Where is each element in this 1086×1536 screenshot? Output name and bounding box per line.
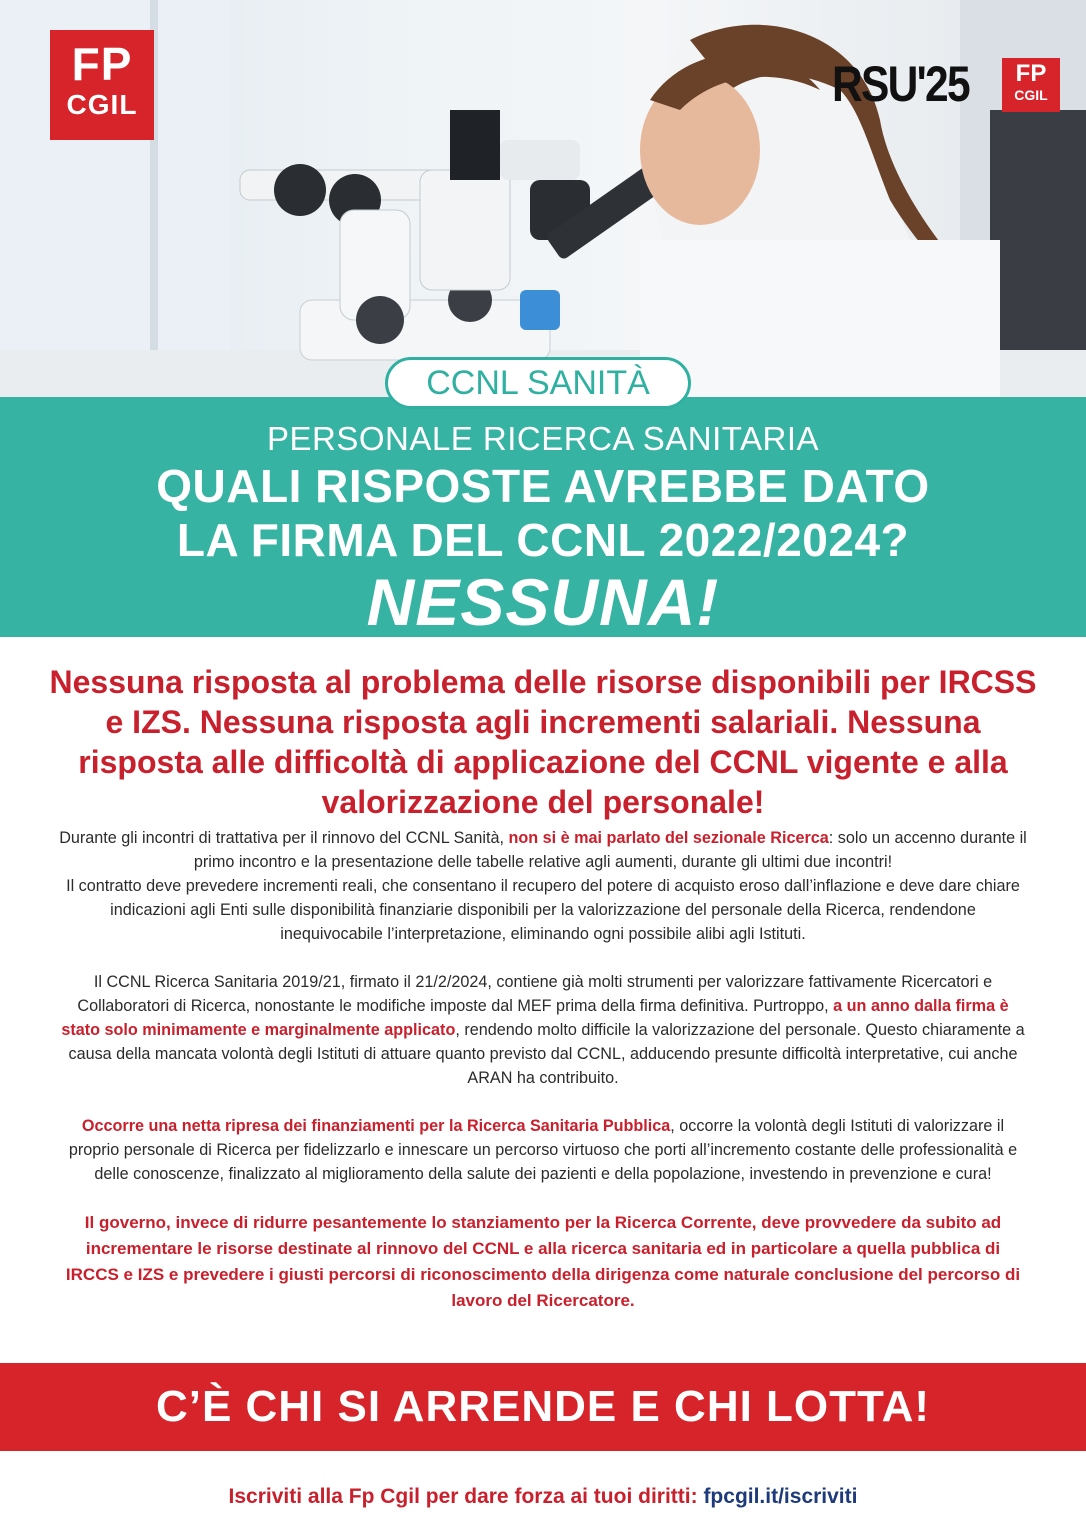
p1-text-c: Il contratto deve prevedere incrementi reali, che consentano il recupero del potere di acquisto eroso dall’inflazione e deve dare chiare indicazioni agli Enti sulle disponibilità finanziarie disponibili per la valorizzazione del personale della Ricerca, rendendone inequivocabile l’interpretazione, eliminando ogni possibile alibi agli Istituti.: [66, 877, 1020, 943]
p1-text-a: Durante gli incontri di trattativa per il rinnovo del CCNL Sanità,: [59, 829, 509, 847]
p2-highlight: a un anno dalla firma è stato solo minimamente e marginalmente applicato: [61, 997, 1009, 1039]
p1-highlight: non si è mai parlato del sezionale Ricerca: [508, 829, 829, 847]
bottom-slogan-band: C’È CHI SI ARRENDE E CHI LOTTA!: [0, 1363, 1086, 1451]
rsu-box-line2: CGIL: [1014, 87, 1048, 103]
paragraph-3: [58, 1114, 1028, 1186]
red-headline: Nessuna risposta al problema delle risorse disponibili per IRCSS e IZS. Nessuna risposta agli incrementi salariali. Nessuna risposta alle difficoltà di applicazione del CCNL vigente e alla valorizzazione del personale!: [49, 664, 1037, 820]
p3-text-b: , occorre la volontà degli Istituti di valorizzare il proprio personale di Ricerca per fidelizzarlo e innescare un percorso virtuoso che porti all’incremento costante delle professionalità e delle conoscenze, finalizzato al miglioramento della salute dei pazienti e della popolazione, investendo in prevenzione e cura!: [68, 1117, 1018, 1183]
band-headline-line1: QUALI RISPOSTE AVREBBE DATO: [156, 460, 930, 512]
band-headline-line2: LA FIRMA DEL CCNL 2022/2024?: [176, 514, 910, 566]
footer: [0, 1485, 1086, 1509]
headline-band: [0, 397, 1086, 637]
footer-url-link[interactable]: fpcgil.it/iscriviti: [703, 1485, 858, 1508]
paragraph-2: [58, 970, 1028, 1090]
band-subtitle: PERSONALE RICERCA SANITARIA: [266, 420, 820, 457]
p2-text-a: Il CCNL Ricerca Sanitaria 2019/21, firmato il 21/2/2024, contiene già molti strumenti per valorizzare fattivamente Ricercatori e Collaboratori di Ricerca, nonostante le modifiche imposte dal MEF prima della firma definitiva. Purtroppo,: [77, 973, 993, 1015]
fp-logo-line1: FP: [71, 38, 133, 90]
p2-text-b: , rendendo molto difficile la valorizzazione del personale. Questo chiaramente a causa della mancata volontà degli Istituti di attuare quanto previsto dal CCNL, adducendo presunte difficoltà interpretative, cui anche ARAN ha contribuito.: [68, 1021, 1025, 1087]
fp-logo-line2: CGIL: [66, 89, 138, 120]
rsu-fp-cgil-box: [1002, 58, 1060, 112]
footer-text: Iscriviti alla Fp Cgil per dare forza ai tuoi diritti:: [228, 1485, 704, 1508]
paragraph-4: Il governo, invece di ridurre pesantemente lo stanziamento per la Ricerca Corrente, deve provvedere da subito ad incrementare le risorse destinate al rinnovo del CCNL e alla ricerca sanitaria ed in particolare a quella pubblica di IRCCS e IZS e prevedere i giusti percorsi di riconoscimento della dirigenza come naturale conclusione del percorso di lavoro del Ricercatore.: [65, 1213, 1021, 1310]
rsu-box-line1: FP: [1015, 60, 1047, 87]
ccnl-sanita-pill: CCNL SANITÀ: [385, 357, 691, 409]
fp-cgil-logo: [50, 30, 154, 140]
body-text: [58, 826, 1028, 1338]
rsu25-text: RSU'25: [832, 56, 969, 112]
p3-highlight: Occorre una netta ripresa dei finanziamenti per la Ricerca Sanitaria Pubblica: [81, 1117, 671, 1135]
band-answer: NESSUNA!: [366, 565, 720, 639]
p1-text-b: : solo un accenno durante il primo incontro e la presentazione delle tabelle relative agli aumenti, durante gli ultimi due incontri!: [193, 829, 1027, 871]
paragraph-1: [58, 826, 1028, 946]
